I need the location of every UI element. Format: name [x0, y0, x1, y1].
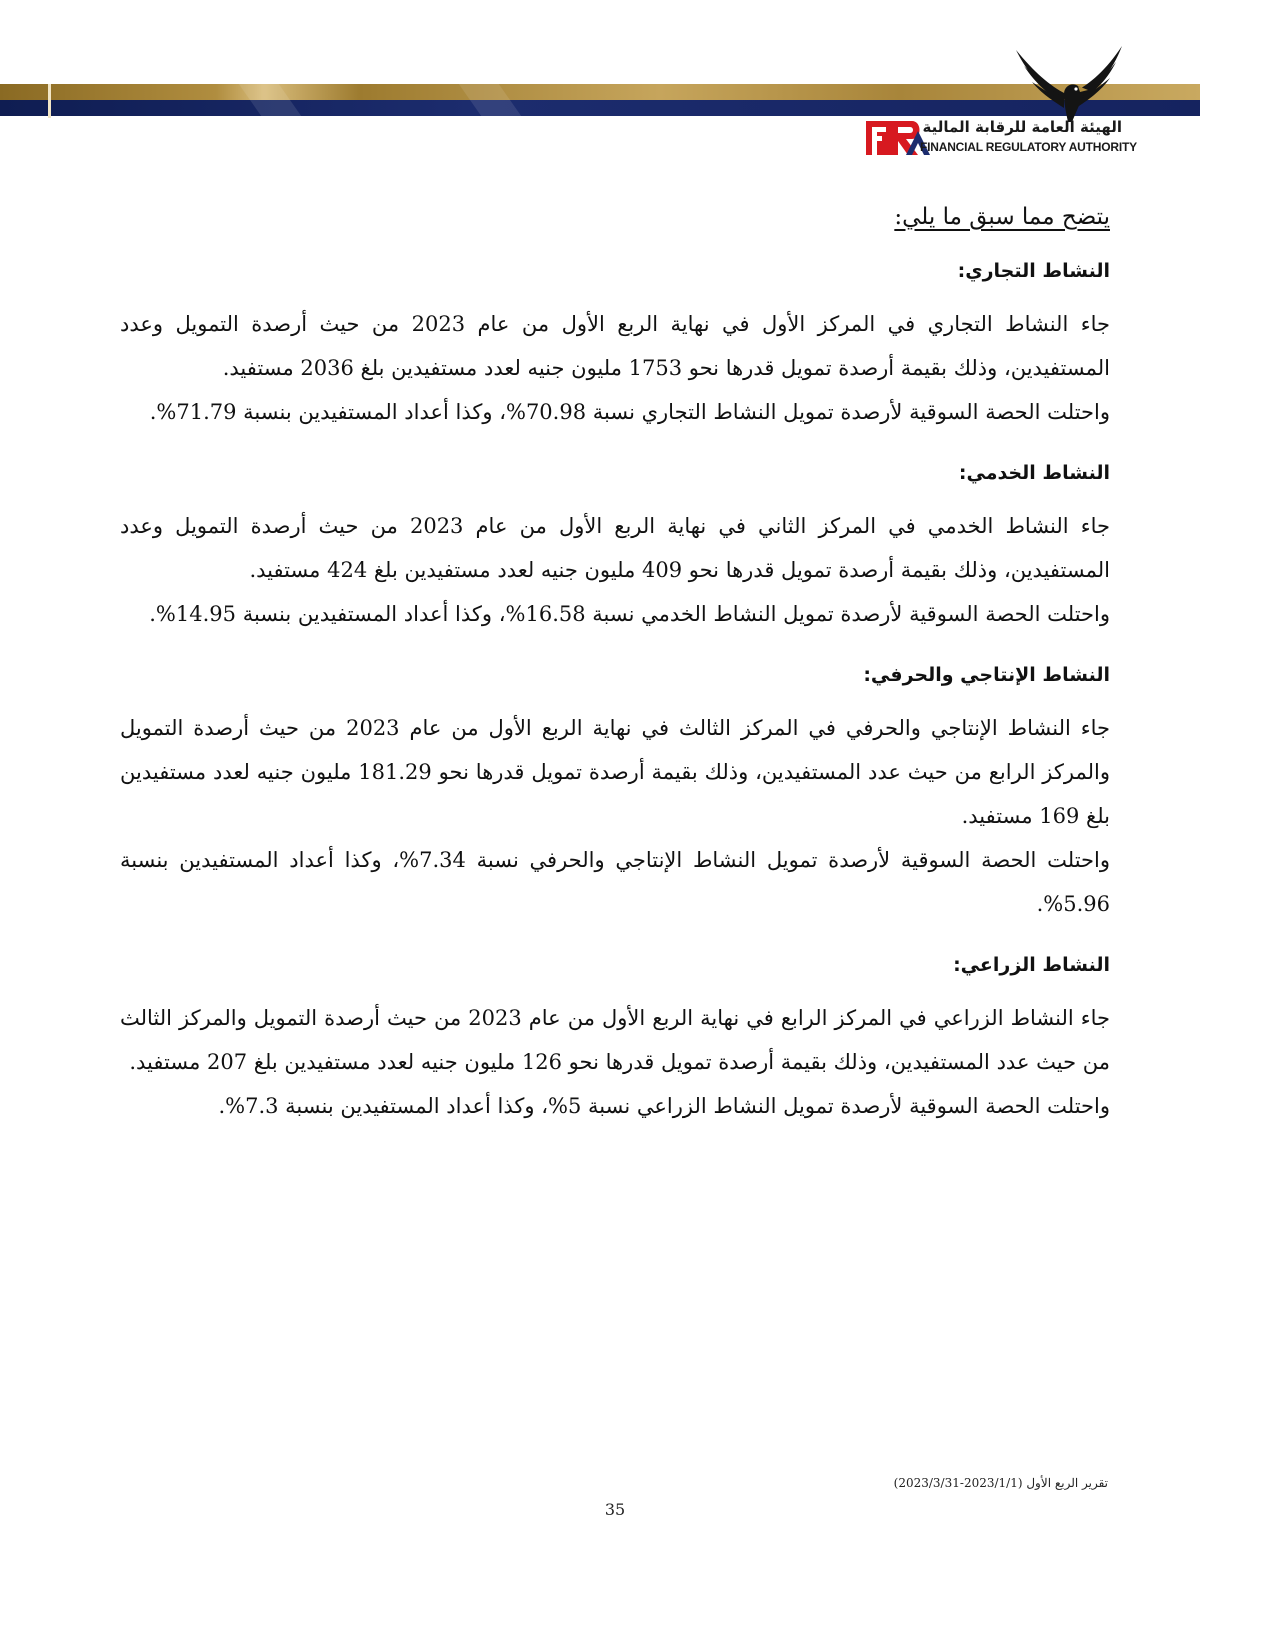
section-agriculture: [120, 950, 1110, 1128]
paragraph: جاء النشاط التجاري في المركز الأول في نهاية الربع الأول من عام 2023 من حيث أرصدة التمويل وعدد المستفيدين، وذلك بقيمة أرصدة تمويل قدرها نحو 1753 مليون جنيه لعدد مستفيدين بلغ 2036 مستفيد.: [120, 312, 1110, 380]
page-number: 35: [604, 1500, 626, 1519]
paragraph: واحتلت الحصة السوقية لأرصدة تمويل النشاط التجاري نسبة 70.98%، وكذا أعداد المستفيدين بنسبة 71.79%.: [149, 400, 1110, 424]
footer-report-label: تقرير الربع الأول (2023/1/1-2023/3/31): [893, 1476, 1108, 1490]
intro-line: يتضح مما سبق ما يلي:: [894, 204, 1110, 230]
section-production-crafts: [120, 660, 1110, 926]
authority-name-arabic: الهيئة العامة للرقابة المالية: [922, 118, 1122, 136]
paragraph: جاء النشاط الخدمي في المركز الثاني في نهاية الربع الأول من عام 2023 من حيث أرصدة التمويل وعدد المستفيدين، وذلك بقيمة أرصدة تمويل قدرها نحو 409 مليون جنيه لعدد مستفيدين بلغ 424 مستفيد.: [120, 514, 1110, 582]
paragraph: جاء النشاط الإنتاجي والحرفي في المركز الثالث في نهاية الربع الأول من عام 2023 من حيث أرصدة التمويل والمركز الرابع من حيث عدد المستفيدين، وذلك بقيمة أرصدة تمويل قدرها نحو 181.29 مليون جنيه لعدد مستفيدين بلغ 169 مستفيد.: [120, 716, 1110, 828]
paragraph: واحتلت الحصة السوقية لأرصدة تمويل النشاط الخدمي نسبة 16.58%، وكذا أعداد المستفيدين بنسبة 14.95%.: [149, 602, 1110, 626]
header-divider: [48, 84, 51, 118]
section-heading: النشاط الإنتاجي والحرفي:: [863, 664, 1110, 686]
section-services: [120, 458, 1110, 636]
paragraph: جاء النشاط الزراعي في المركز الرابع في نهاية الربع الأول من عام 2023 من حيث أرصدة التمويل والمركز الثالث من حيث عدد المستفيدين، وذلك بقيمة أرصدة تمويل قدرها نحو 126 مليون جنيه لعدد مستفيدين بلغ 207 مستفيد.: [120, 1006, 1111, 1074]
section-commercial: [120, 256, 1110, 434]
document-body: [120, 200, 1110, 1152]
authority-logo: [866, 44, 1137, 162]
section-heading: النشاط الزراعي:: [953, 954, 1110, 976]
paragraph: واحتلت الحصة السوقية لأرصدة تمويل النشاط الزراعي نسبة 5%، وكذا أعداد المستفيدين بنسبة 7.3%.: [218, 1094, 1110, 1118]
section-heading: النشاط الخدمي:: [958, 462, 1110, 484]
authority-name-english: FINANCIAL REGULATORY AUTHORITY: [920, 140, 1137, 154]
paragraph: واحتلت الحصة السوقية لأرصدة تمويل النشاط الإنتاجي والحرفي نسبة 7.34%، وكذا أعداد المستفيدين بنسبة 5.96%.: [120, 848, 1110, 916]
section-heading: النشاط التجاري:: [957, 260, 1110, 282]
